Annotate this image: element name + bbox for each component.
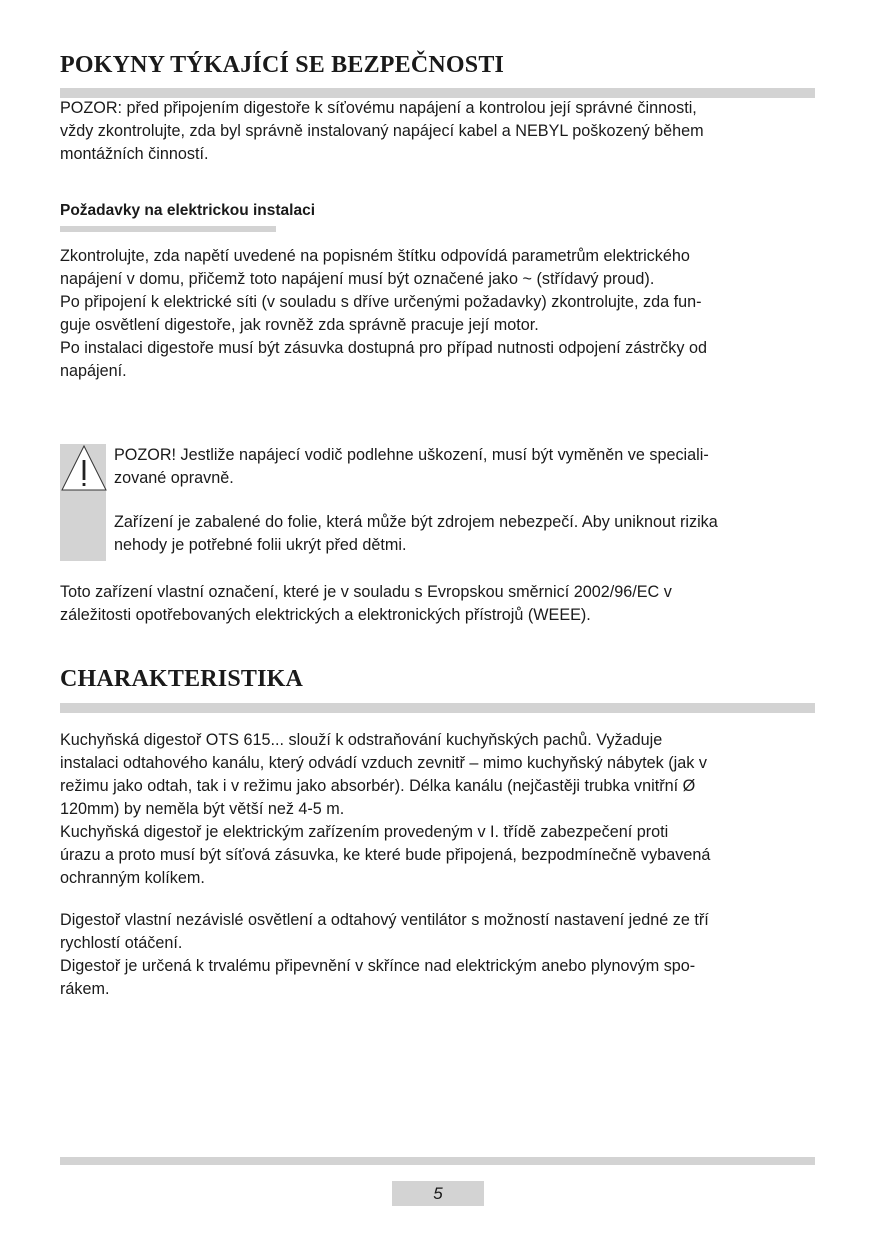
- electrical-line: Zkontrolujte, zda napětí uvedené na popisném štítku odpovídá parametrům elektrického: [60, 247, 690, 265]
- characteristics-line: úrazu a proto musí být síťová zásuvka, ke které bude připojená, bezpodmínečně vybavená: [60, 846, 711, 864]
- warning-line: zované opravně.: [114, 469, 234, 487]
- electrical-line: napájení.: [60, 362, 127, 380]
- characteristics-line: režimu jako odtah, tak i v režimu jako absorbér). Délka kanálu (nejčastěji trubka vnitřní Ø: [60, 777, 696, 795]
- weee-line: Toto zařízení vlastní označení, které je v souladu s Evropskou směrnicí 2002/96/EC v: [60, 583, 672, 601]
- electrical-line: Po připojení k elektrické síti (v souladu s dříve určenými požadavky) zkontrolujte, zda fun-: [60, 293, 702, 311]
- warning-line: POZOR! Jestliže napájecí vodič podlehne uškození, musí být vyměněn ve speciali-: [114, 446, 709, 464]
- intro-line: vždy zkontrolujte, zda byl správně instalovaný napájecí kabel a NEBYL poškozený během: [60, 122, 704, 140]
- characteristics-line: Kuchyňská digestoř OTS 615... slouží k odstraňování kuchyňských pachů. Vyžaduje: [60, 731, 663, 749]
- characteristics-line: instalaci odtahového kanálu, který odvádí vzduch zevnitř – mimo kuchyňský nábytek (jak v: [60, 754, 707, 772]
- electrical-line: guje osvětlení digestoře, jak rovněž zda správně pracuje její motor.: [60, 316, 539, 334]
- characteristics-line: rákem.: [60, 980, 110, 998]
- weee-line: záležitosti opotřebovaných elektrických a elektronických přístrojů (WEEE).: [60, 606, 591, 624]
- electrical-line: Po instalaci digestoře musí být zásuvka dostupná pro případ nutnosti odpojení zástrčky od: [60, 339, 707, 357]
- electrical-line: napájení v domu, přičemž toto napájení musí být označené jako ~ (střídavý proud).: [60, 270, 655, 288]
- intro-line: POZOR: před připojením digestoře k síťovému napájení a kontrolou její správné činnosti,: [60, 99, 697, 117]
- characteristics-line: rychlostí otáčení.: [60, 934, 183, 952]
- section-title-characteristics: CHARAKTERISTIKA: [60, 666, 304, 692]
- warning-line: Zařízení je zabalené do folie, která může být zdrojem nebezpečí. Aby uniknout rizika: [114, 513, 718, 531]
- warning-line: nehody je potřebné folii ukrýt před dětmi.: [114, 536, 407, 554]
- page-number: 5: [392, 1181, 484, 1206]
- subheading-electrical: Požadavky na elektrickou instalaci: [60, 202, 316, 219]
- section-title-safety: POKYNY TÝKAJÍCÍ SE BEZPEČNOSTI: [60, 52, 505, 78]
- characteristics-line: ochranným kolíkem.: [60, 869, 205, 887]
- footer-bar: [60, 1157, 815, 1165]
- characteristics-line: Digestoř vlastní nezávislé osvětlení a odtahový ventilátor s možností nastavení jedné ze tří: [60, 911, 709, 929]
- warning-triangle-icon: [60, 444, 108, 492]
- intro-line: montážních činností.: [60, 145, 209, 163]
- characteristics-line: Kuchyňská digestoř je elektrickým zařízením provedeným v I. třídě zabezpečení proti: [60, 823, 669, 841]
- characteristics-line: Digestoř je určená k trvalému připevnění v skřínce nad elektrickým anebo plynovým spo-: [60, 957, 696, 975]
- characteristics-line: 120mm) by neměla být větší než 4-5 m.: [60, 800, 345, 818]
- subheading-underline: [60, 226, 276, 232]
- title-underline-bar: [60, 703, 815, 713]
